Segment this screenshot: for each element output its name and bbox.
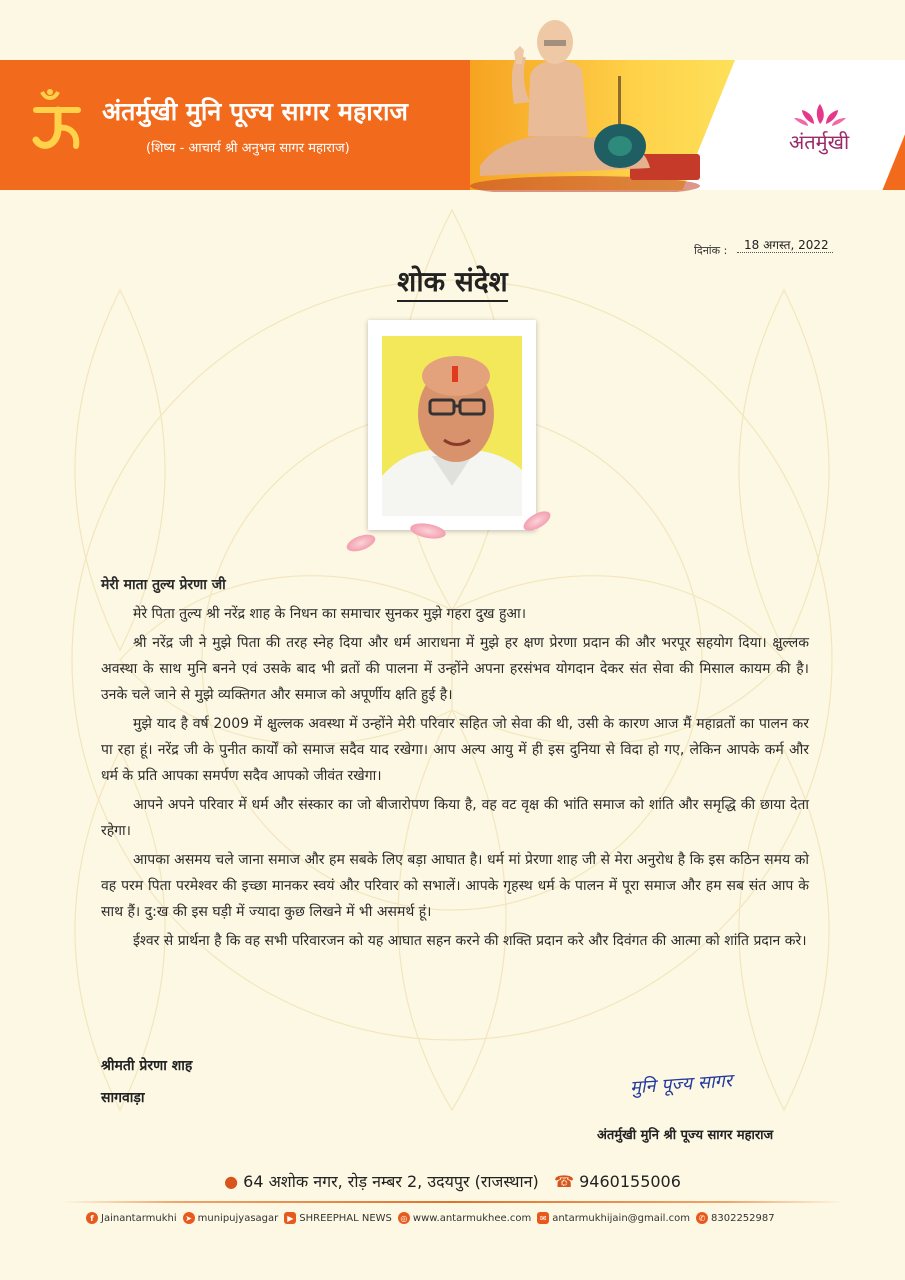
paragraph: आपने अपने परिवार में धर्म और संस्कार का जो बीजारोपण किया है, वह वट वृक्ष की भांति समाज को शांति और समृद्धि की छाया देता रहेगा। [101, 797, 809, 839]
social-links [80, 1212, 840, 1224]
telegram-icon: ➤ [183, 1212, 195, 1224]
phone-icon: ☎ [554, 1172, 575, 1191]
whatsapp-number[interactable]: 8302252987 [711, 1212, 775, 1224]
date-dotted-line [737, 252, 833, 253]
paragraph: मुझे याद है वर्ष 2009 में क्षुल्लक अवस्था में उन्होंने मेरी परिवार सहित जो सेवा की थी, उसी के कारण आज मैं महाव्रतों का पालन कर पा रहा हूं। नरेंद्र जी के पुनीत कार्यों को समाज सदैव याद रखेगा। आप अल्प आयु में ही इस दुनिया से विदा हो गए, लेकिन आपके कर्म और धर्म के प्रति आपका समर्पण सदैव आपको जीवंत रखेगा। [101, 716, 809, 784]
letterhead-header [0, 0, 905, 192]
monk-portrait-image [470, 6, 700, 192]
deceased-photo [382, 336, 522, 516]
salutation: मेरी माता तुल्य प्रेरणा जी [101, 577, 226, 593]
whatsapp-icon: ✆ [696, 1212, 708, 1224]
brand-name: अंतर्मुखी [789, 130, 850, 154]
paragraph: ईश्वर से प्रार्थना है कि वह सभी परिवारजन को यह आघात सहन करने की शक्ति प्रदान करे और दिवंगत की आत्मा को शांति प्रदान करे। [133, 933, 807, 949]
date-label: दिनांक : [694, 244, 728, 257]
photo-frame [368, 320, 536, 530]
handwritten-signature: मुनि पूज्य सागर [629, 1070, 733, 1099]
social-handle[interactable]: munipujyasagar [197, 1212, 279, 1224]
location-pin-icon: ● [224, 1172, 239, 1191]
address-text: 64 अशोक नगर, रोड़ नम्बर 2, उदयपुर (राजस्थान) [243, 1172, 539, 1191]
email-link[interactable]: antarmukhijain@gmail.com [552, 1212, 690, 1224]
social-handle[interactable]: Jainantarmukhi [101, 1212, 177, 1224]
mail-icon: ✉ [537, 1212, 549, 1224]
globe-icon: ◎ [398, 1212, 410, 1224]
youtube-icon: ▶ [284, 1212, 296, 1224]
footer-address [0, 1170, 905, 1192]
paragraph: मेरे पिता तुल्य श्री नरेंद्र शाह के निधन का समाचार सुनकर मुझे गहरा दुख हुआ। [133, 606, 527, 622]
date-value: 18 अगस्त, 2022 [744, 238, 829, 252]
letter-title [0, 262, 905, 300]
letter-title-text: शोक संदेश [397, 265, 507, 302]
footer-divider [60, 1201, 845, 1203]
facebook-instagram-icon: f [86, 1212, 98, 1224]
signatory-name: अंतर्मुखी मुनि श्री पूज्य सागर महाराज [597, 1128, 774, 1143]
header-subtitle: (शिष्य - आचार्य श्री अनुभव सागर महाराज) [146, 141, 350, 156]
paragraph: श्री नरेंद्र जी ने मुझे पिता की तरह स्नेह दिया और धर्म आराधना में मुझे हर क्षण प्रेरणा प्रदान की और भरपूर सहयोग दिया। क्षुल्लक अवस्था के साथ मुनि बनने एवं उसके बाद भी व्रतों की पालना में उन्होंने अपना हरसंभव योगदान देकर संत सेवा की मिसाल कायम की है। उनके चले जाने से मुझे व्यक्तिगत और समाज को अपूर्णीय क्षति हुई है। [101, 635, 809, 703]
recipient-place: सागवाड़ा [101, 1090, 145, 1106]
website-link[interactable]: www.antarmukhee.com [412, 1212, 532, 1224]
recipient-block [101, 1050, 192, 1114]
phone-number: 9460155006 [579, 1172, 681, 1191]
rose-petal [345, 531, 378, 554]
om-logo-icon [28, 88, 86, 158]
letter-body [101, 572, 809, 957]
paragraph: आपका असमय चले जाना समाज और हम सबके लिए बड़ा आघात है। धर्म मां प्रेरणा शाह जी से मेरा अनुरोध है कि इस कठिन समय को वह परम पिता परमेश्वर की इच्छा मानकर स्वयं और परिवार को सभालें। आपके गृहस्थ धर्म के पालन में पूरा समाज और हम सब संत आप के साथ हैं। दु:ख की इस घड़ी में ज्यादा कुछ लिखने में भी असमर्थ हूं। [101, 852, 809, 920]
header-title: अंतर्मुखी मुनि पूज्य सागर महाराज [102, 97, 408, 126]
social-handle[interactable]: SHREEPHAL NEWS [299, 1212, 392, 1224]
recipient-name: श्रीमती प्रेरणा शाह [101, 1058, 193, 1074]
